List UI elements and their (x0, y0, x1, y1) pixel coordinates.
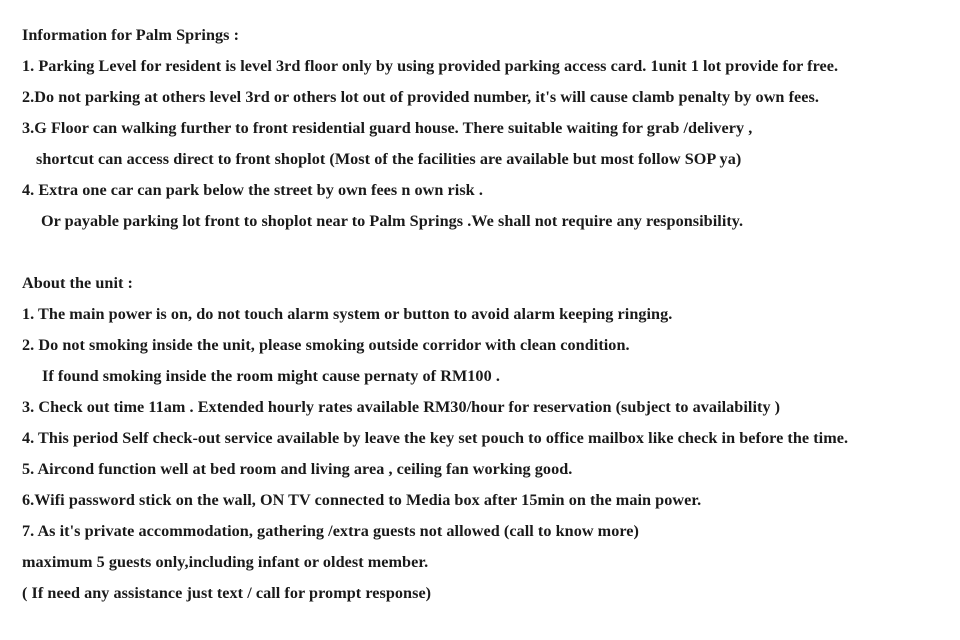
info-line-2: 2.Do not parking at others level 3rd or others lot out of provided number, it's will cause clamb penalty by own fees. (22, 88, 819, 106)
unit-line-5: 5. Aircond function well at bed room and living area , ceiling fan working good. (22, 460, 573, 478)
unit-line-4: 4. This period Self check-out service available by leave the key set pouch to office mailbox like check in before the time. (22, 429, 849, 447)
info-line-3-continued: shortcut can access direct to front shoplot (Most of the facilities are available but most follow SOP ya) (36, 150, 742, 168)
unit-line-7: 7. As it's private accommodation, gathering /extra guests not allowed (call to know more) (22, 522, 639, 540)
unit-line-7-continued: maximum 5 guests only,including infant or oldest member. (22, 553, 429, 571)
info-line-4-continued: Or payable parking lot front to shoplot near to Palm Springs .We shall not require any responsibility. (41, 212, 744, 230)
unit-line-6: 6.Wifi password stick on the wall, ON TV connected to Media box after 15min on the main power. (22, 491, 702, 509)
info-line-4: 4. Extra one car can park below the street by own fees n own risk . (22, 181, 483, 199)
section-heading-palm-springs: Information for Palm Springs : (22, 26, 240, 44)
unit-line-1: 1. The main power is on, do not touch alarm system or button to avoid alarm keeping ringing. (22, 305, 673, 323)
section-spacer (22, 237, 958, 268)
assistance-note: ( If need any assistance just text / call for prompt response) (22, 584, 432, 602)
info-line-3: 3.G Floor can walking further to front residential guard house. There suitable waiting for grab /delivery , (22, 119, 753, 137)
unit-line-3: 3. Check out time 11am . Extended hourly rates available RM30/hour for reservation (subject to availability ) (22, 398, 781, 416)
unit-line-2-continued: If found smoking inside the room might cause pernaty of RM100 . (42, 367, 500, 385)
unit-line-2: 2. Do not smoking inside the unit, please smoking outside corridor with clean condition. (22, 336, 630, 354)
document-body (22, 20, 958, 609)
section-heading-about-unit: About the unit : (22, 274, 133, 292)
info-line-1: 1. Parking Level for resident is level 3rd floor only by using provided parking access card. 1unit 1 lot provide for free. (22, 57, 839, 75)
